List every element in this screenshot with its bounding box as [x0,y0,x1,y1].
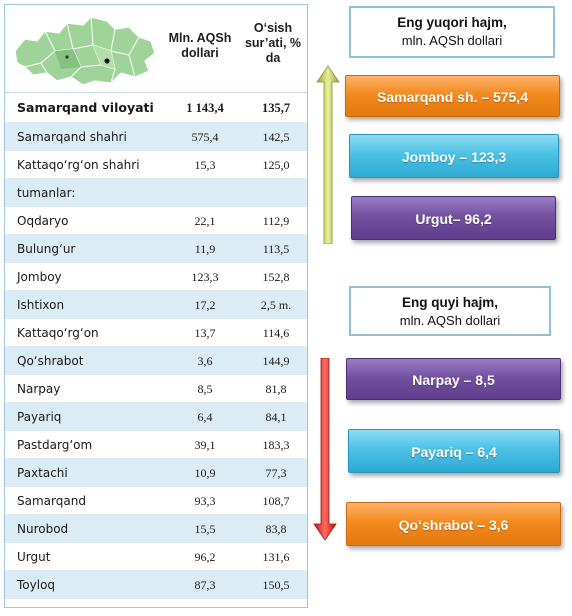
table-row [5,543,307,571]
table-row [5,179,307,207]
row-name: Ishtixon [17,298,65,312]
table-row [5,263,307,291]
table-row [5,459,307,487]
table-row [5,403,307,431]
table-row [5,375,307,403]
row-value: 22,1 [194,214,216,228]
table-row [5,319,307,347]
table-row [5,347,307,375]
highest-item-1: Samarqand sh. – 575,4 [345,75,560,117]
row-growth: 183,3 [262,438,290,452]
row-growth: 125,0 [262,158,290,172]
row-name: Paxtachi [17,466,68,480]
row-name: Nurobod [17,522,69,536]
row-value: 575,4 [191,130,219,144]
row-value: 87,3 [194,578,216,592]
column-header-growth: O‘sish sur’ati, % da [244,21,302,65]
row-value: 13,7 [194,326,216,340]
lowest-title-line2: mln. AQSh dollari [399,313,501,328]
row-growth: 81,8 [265,382,287,396]
row-growth: 108,7 [262,494,290,508]
row-name: Urgut [17,550,51,564]
statistics-table [4,4,308,608]
row-growth: 131,6 [262,550,290,564]
row-value: 96,2 [194,550,216,564]
lowest-item-2: Payariq – 6,4 [348,429,560,473]
table-row [5,207,307,235]
row-name: Payariq [17,410,62,424]
row-name: Jomboy [17,270,62,284]
row-name: Samarqand shahri [17,130,127,144]
row-value: 1 143,4 [186,101,224,115]
row-name: tumanlar: [17,186,76,200]
table-row [5,571,307,599]
table-row-total [5,93,307,123]
table-row [5,515,307,543]
lowest-title-line1: Eng quyi hajm, [401,295,498,310]
highest-volume-title [349,6,555,58]
row-growth: 77,3 [265,466,287,480]
lowest-item-3: Qo‘shrabot – 3,6 [346,502,561,546]
row-value: 15,3 [194,158,216,172]
row-name: Qo‘shrabot [17,354,84,368]
row-value: 10,9 [194,466,216,480]
row-growth: 144,9 [262,354,290,368]
table-row [5,235,307,263]
table-row [5,431,307,459]
row-name: Pastdarg‘om [17,438,93,452]
row-growth: 112,9 [262,214,290,228]
up-arrow-icon [316,66,340,244]
highest-title-line2: mln. AQSh dollari [401,33,503,48]
highest-item-2: Jomboy – 123,3 [349,134,559,178]
row-growth: 83,8 [265,522,287,536]
row-name: Bulung‘ur [17,242,76,256]
row-growth: 135,7 [261,101,291,115]
lowest-volume-title [349,286,551,336]
table-body [5,93,307,599]
row-name: Oqdaryo [17,214,69,228]
row-value: 15,5 [194,522,216,536]
row-name: Toyloq [17,578,56,592]
row-growth: 84,1 [265,410,287,424]
table-row [5,123,307,151]
row-name: Narpay [17,382,61,396]
row-name: Kattaqo‘rg‘on [17,326,99,340]
region-map-icon [11,11,159,89]
row-value: 8,5 [197,382,213,396]
highest-title-line1: Eng yuqori hajm, [397,15,507,30]
row-name: Samarqand [17,494,86,508]
table-row [5,291,307,319]
row-growth: 2,5 m. [260,298,292,312]
row-value: 6,4 [197,410,213,424]
lowest-item-1: Narpay – 8,5 [346,358,561,400]
row-growth: 113,5 [262,242,290,256]
row-growth: 150,5 [262,578,290,592]
row-value: 3,6 [197,354,213,368]
row-value: 11,9 [194,242,216,256]
row-growth: 152,8 [262,270,290,284]
table-row [5,487,307,515]
column-header-value: Mln. AQSh dollari [168,31,232,60]
row-value: 93,3 [194,494,216,508]
row-name: Kattaqo‘rg‘on shahri [17,158,140,172]
down-arrow-icon [313,358,337,540]
table-header [5,5,307,93]
row-name: Samarqand viloyati [17,100,154,115]
highest-item-3: Urgut– 96,2 [351,196,556,240]
row-growth: 114,6 [262,326,290,340]
row-value: 123,3 [191,270,219,284]
table-row [5,151,307,179]
row-growth: 142,5 [262,130,290,144]
row-value: 17,2 [194,298,216,312]
row-value: 39,1 [194,438,216,452]
